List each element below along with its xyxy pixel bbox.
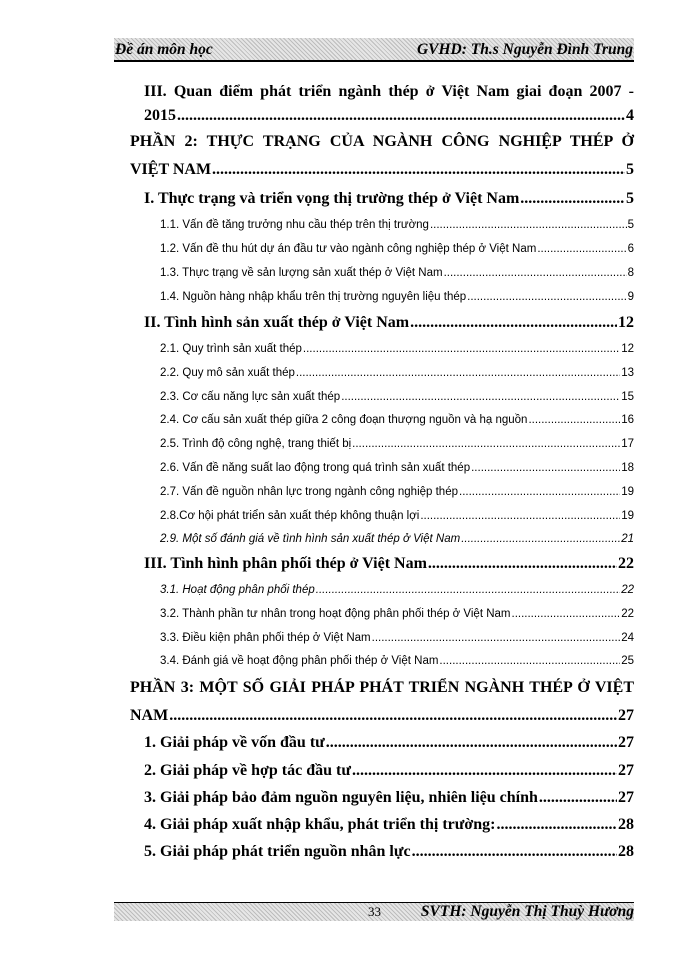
toc-item-3-4: 3.4. Đánh giá về hoạt động phân phối thép ở Việt Nam ..... 25: [160, 655, 634, 667]
footer-author: SVTH: Nguyễn Thị Thuỳ Hương: [420, 903, 634, 920]
toc-section3-line1: III. Quan điểm phát triển ngành thép ở Việt Nam giai đoạn 2007 -: [144, 83, 634, 100]
toc-item-2-3: 2.3. Cơ cấu năng lực sản xuất thép ..... 15: [160, 391, 634, 403]
toc-part3-item-2: 2. Giải pháp về hợp tác đầu tư ..... 27: [144, 762, 634, 780]
page-footer: [114, 902, 634, 921]
toc-item-2-8: 2.8.Cơ hội phát triển sản xuất thép không thuận lợi ..... 19: [160, 510, 634, 522]
header-course: Đề án môn học: [115, 41, 213, 58]
toc-part2-line2: VIỆT NAM ..... 5: [130, 161, 634, 179]
toc-item-2-2: 2.2. Quy mô sản xuất thép ..... 13: [160, 367, 634, 379]
toc-part3-item-1: 1. Giải pháp về vốn đầu tư ..... 27: [144, 734, 634, 752]
toc-part2-section2: II. Tình hình sản xuất thép ở Việt Nam ..... 12: [144, 314, 634, 332]
page-header: [114, 38, 634, 62]
toc-part3-item-4: 4. Giải pháp xuất nhập khẩu, phát triển thị trường: ..... 28: [144, 816, 634, 834]
toc-item-1-2: 1.2. Vấn đề thu hút dự án đầu tư vào ngành công nghiệp thép ở Việt Nam ..... 6: [160, 243, 634, 255]
toc-item-2-1: 2.1. Quy trình sản xuất thép ..... 12: [160, 343, 634, 355]
toc-item-2-7: 2.7. Vấn đề nguồn nhân lực trong ngành công nghiệp thép ..... 19: [160, 486, 634, 498]
toc-part3-item-5: 5. Giải pháp phát triển nguồn nhân lực ..... 28: [144, 843, 634, 861]
toc-item-3-3: 3.3. Điều kiện phân phối thép ở Việt Nam ..... 24: [160, 632, 634, 644]
toc-item-3-1: 3.1. Hoạt động phân phối thép ..... 22: [160, 584, 634, 596]
toc-section3-line2: 2015 ..... 4: [144, 107, 634, 125]
toc-item-1-1: 1.1. Vấn đề tăng trưởng nhu cầu thép trên thị trường ..... 5: [160, 219, 634, 231]
toc-part3-line1: PHẦN 3: MỘT SỐ GIẢI PHÁP PHÁT TRIỂN NGÀNH THÉP Ở VIỆT: [130, 679, 634, 696]
toc-item-2-9: 2.9. Một số đánh giá về tình hình sản xuất thép ở Việt Nam ..... 21: [160, 533, 634, 545]
toc-part2-section3: III. Tình hình phân phối thép ở Việt Nam ..... 22: [144, 555, 634, 573]
toc-item-1-3: 1.3. Thực trạng về sản lượng sản xuất thép ở Việt Nam ..... 8: [160, 267, 634, 279]
toc-item-2-4: 2.4. Cơ cấu sản xuất thép giữa 2 công đoạn thượng nguồn và hạ nguồn ..... 16: [160, 414, 634, 426]
toc-part2-section1: I. Thực trạng và triển vọng thị trường thép ở Việt Nam ..... 5: [144, 190, 634, 208]
toc-item-1-4: 1.4. Nguồn hàng nhập khẩu trên thị trường nguyên liệu thép ..... 9: [160, 291, 634, 303]
page-number: 33: [368, 904, 381, 919]
toc-part3-item-3: 3. Giải pháp bảo đảm nguồn nguyên liệu, nhiên liệu chính ..... 27: [144, 789, 634, 807]
header-supervisor: GVHD: Th.s Nguyễn Đình Trung: [416, 41, 633, 58]
toc-part3-line2: NAM ..... 27: [130, 707, 634, 725]
toc-item-3-2: 3.2. Thành phần tư nhân trong hoạt động phân phối thép ở Việt Nam ..... 22: [160, 608, 634, 620]
toc-part2-line1: PHẦN 2: THỰC TRẠNG CỦA NGÀNH CÔNG NGHIỆP THÉP Ở: [130, 133, 634, 150]
toc-item-2-5: 2.5. Trình độ công nghệ, trang thiết bị ..... 17: [160, 438, 634, 450]
toc-item-2-6: 2.6. Vấn đề năng suất lao động trong quá trình sản xuất thép ..... 18: [160, 462, 634, 474]
